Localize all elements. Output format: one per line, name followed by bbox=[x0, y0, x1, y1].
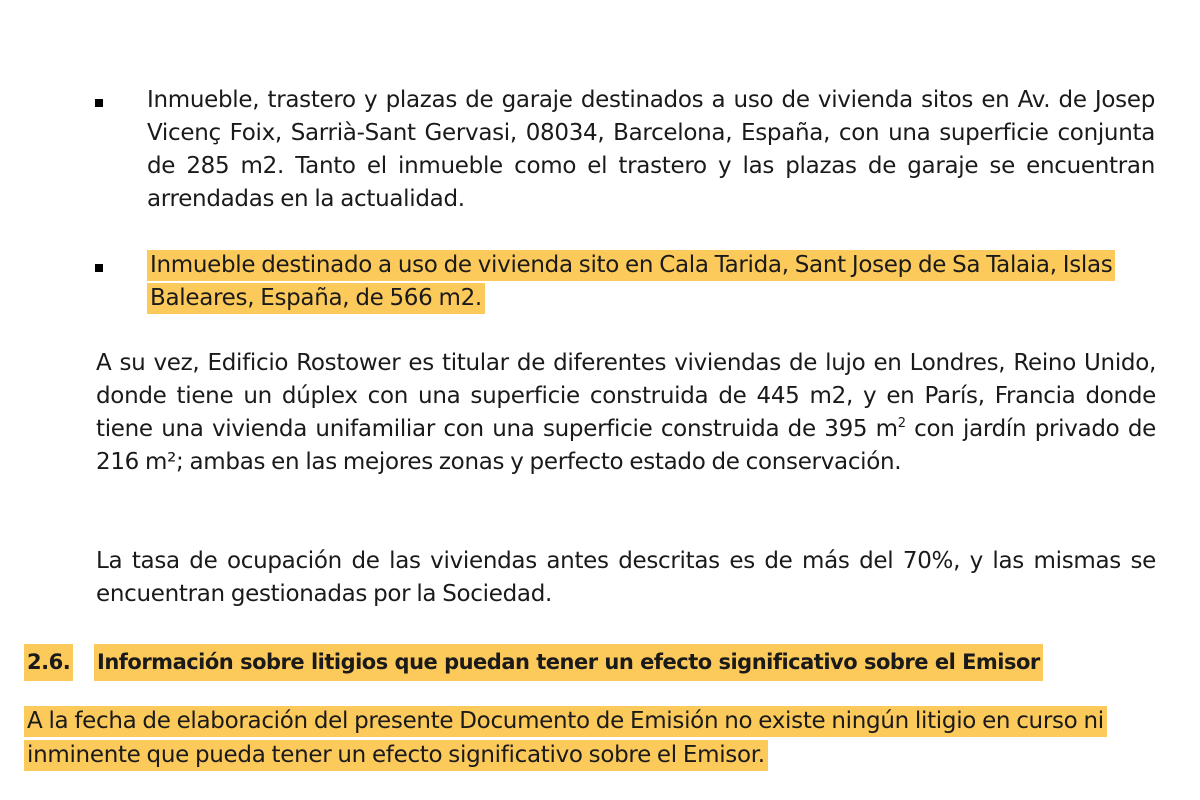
bullet-item-2 bbox=[147, 249, 1155, 315]
superscript-2: 2 bbox=[897, 416, 906, 431]
bullet-item-2-text: Inmueble destinado a uso de vivienda sito en Cala Tarida, Sant Josep de Sa Talaia, Islas Baleares, España, de 566 m2. bbox=[147, 250, 1115, 314]
section-title: Información sobre litigios que puedan tener un efecto significativo sobre el Emisor bbox=[94, 644, 1043, 681]
section-body-text: A la fecha de elaboración del presente Documento de Emisión no existe ningún litigio en curso ni inminente que pueda tener un efecto significativo sobre el Emisor. bbox=[24, 706, 1107, 771]
bullet-item-1 bbox=[147, 84, 1155, 216]
bullet-marker-icon bbox=[95, 99, 103, 107]
paragraph-ocupacion-text: La tasa de ocupación de las viviendas antes descritas es de más del 70%, y las mismas se encuentran gestionadas por la Sociedad. bbox=[96, 548, 1156, 607]
paragraph-rostower-text: A su vez, Edificio Rostower es titular de diferentes viviendas de lujo en Londres, Reino Unido, donde tiene un dúplex con una superficie construida de 445 m2, y en París, Francia donde tiene una vivienda unifamiliar con una superficie construida de 395 m bbox=[96, 350, 1156, 442]
bullet-item-1-text: Inmueble, trastero y plazas de garaje destinados a uso de vivienda sitos en Av. de Josep Vicenç Foix, Sarrià-Sant Gervasi, 08034, Barcelona, España, con una superficie conjunta de 285 m2. Tanto el inmueble como el trastero y las plazas de garaje se encuentran arrendadas en la actualidad. bbox=[147, 87, 1155, 212]
section-body bbox=[24, 704, 1164, 772]
paragraph-rostower-text-end: con jardín privado de 216 m²; ambas en las mejores zonas y perfecto estado de conservación. bbox=[96, 416, 1156, 475]
paragraph-rostower bbox=[96, 347, 1156, 479]
paragraph-ocupacion bbox=[96, 545, 1156, 611]
section-number: 2.6. bbox=[24, 644, 73, 681]
bullet-marker-icon bbox=[95, 264, 103, 272]
